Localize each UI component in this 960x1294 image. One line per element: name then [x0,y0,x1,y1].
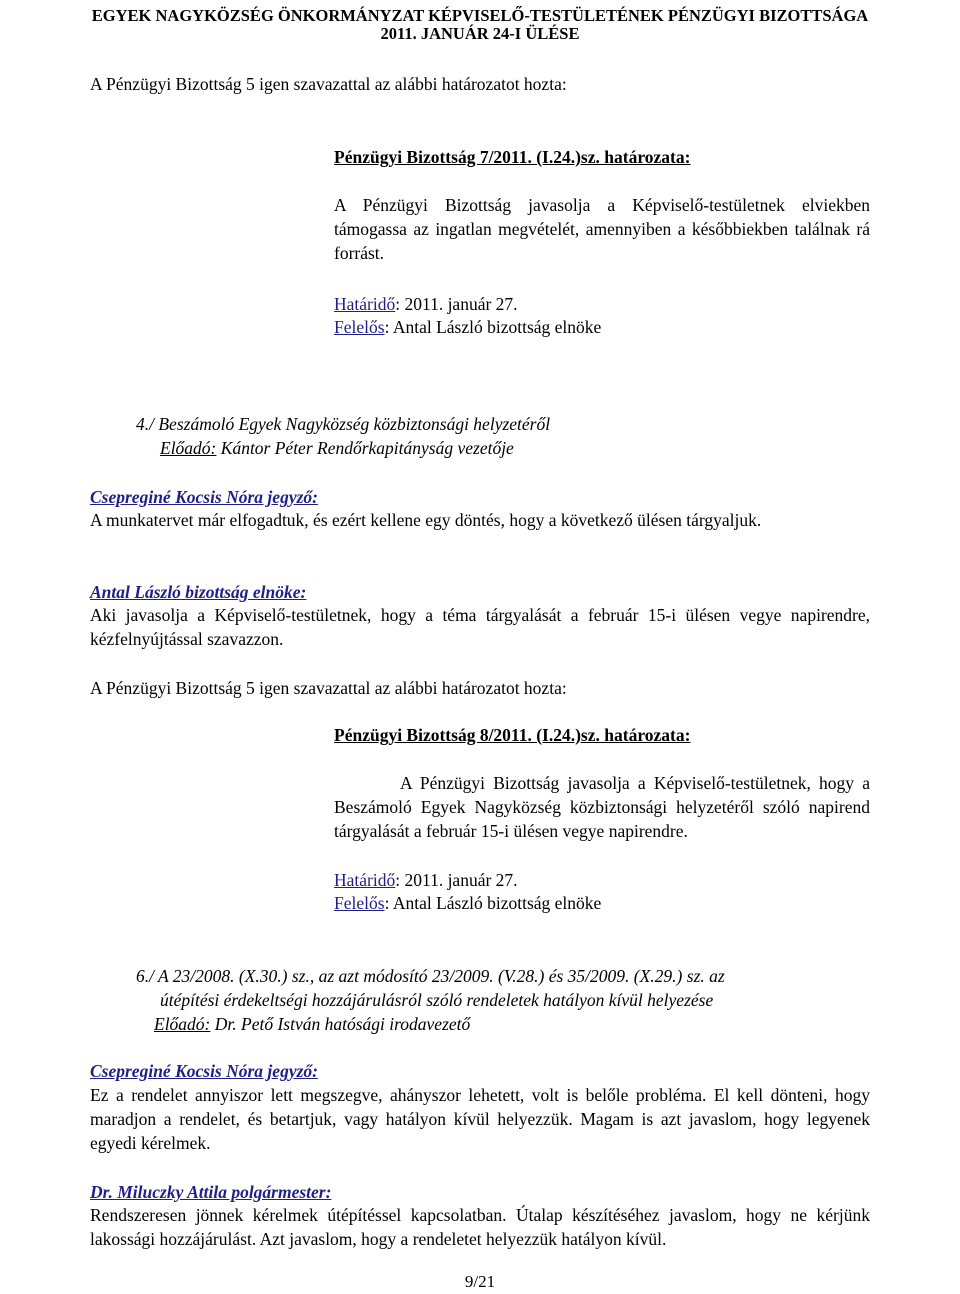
speaker-name: Dr. Miluczky Attila polgármester: [90,1182,332,1202]
resolution-title: Pénzügyi Bizottság 8/2011. (I.24.)sz. határozata: [334,725,691,745]
resolution-text: A Pénzügyi Bizottság javasolja a Képviselő-testületnek, hogy a Beszámoló Egyek Nagyközség közbiztonsági helyzetéről szóló napirend tárgyalását a február 15-i ülésen vegye napirendre. [334,773,870,841]
deadline-value: : 2011. január 27. [395,294,518,314]
resolution-text: A Pénzügyi Bizottság javasolja a Képviselő-testületnek elviekben támogassa az ingatlan megvételét, amennyiben a későbbiekben találnak rá forrást. [334,195,870,263]
deadline-label: Határidő [334,294,396,314]
agenda-item-title: 6./ A 23/2008. (X.30.) sz., az azt módosító 23/2009. (V.28.) és 35/2009. (X.29.) sz. az [136,966,725,986]
deadline [334,868,518,892]
vote-statement: A Pénzügyi Bizottság 5 igen szavazattal az alábbi határozatot hozta: [90,74,567,94]
responsible-value: : Antal László bizottság elnöke [384,893,602,913]
presenter-label: Előadó: [160,438,217,458]
speech-text: Rendszeresen jönnek kérelmek útépítéssel kapcsolatban. Útalap készítéséhez javaslom, hogy ne kérjünk lakossági hozzájárulást. Azt javaslom, hogy a rendeletet helyezzük hatályon kívül. [90,1205,870,1249]
responsible-label: Felelős [334,317,385,337]
presenter-value: Dr. Pető István hatósági irodavezető [210,1014,471,1034]
agenda-item-title-continued: útépítési érdekeltségi hozzájárulásról szóló rendeletek hatályon kívül helyezése [160,990,714,1010]
speaker-name: Antal László bizottság elnöke: [90,582,307,602]
page-number: 9/21 [464,1272,496,1291]
speech-text: Ez a rendelet annyiszor lett megszegve, ahányszor lehetett, volt is belőle probléma. El kell dönteni, hogy maradjon a rendelet, és betartjuk, vagy hatályon kívül helyezzük. Magam is azt javaslom, hogy legyenek egyedi kérelmek. [90,1085,870,1153]
presenter [160,436,514,460]
agenda-item-title: 4./ Beszámoló Egyek Nagyközség közbiztonsági helyzetéről [136,414,551,434]
speech-text: Aki javasolja a Képviselő-testületnek, hogy a téma tárgyalását a február 15-i ülésen vegye napirendre, kézfelnyújtással szavazzon. [90,605,870,649]
presenter-label: Előadó: [154,1014,211,1034]
speaker-name: Csepreginé Kocsis Nóra jegyző: [90,487,318,507]
deadline-label: Határidő [334,870,396,890]
speaker-name: Csepreginé Kocsis Nóra jegyző: [90,1061,318,1081]
resolution-title: Pénzügyi Bizottság 7/2011. (I.24.)sz. határozata: [334,147,691,167]
responsible-label: Felelős [334,893,385,913]
vote-statement: A Pénzügyi Bizottság 5 igen szavazattal az alábbi határozatot hozta: [90,678,567,698]
responsible-value: : Antal László bizottság elnöke [384,317,602,337]
speech-text: A munkatervet már elfogadtuk, és ezért kellene egy döntés, hogy a következő ülésen tárgyaljuk. [90,510,762,530]
document-header-subtitle: 2011. JANUÁR 24-I ÜLÉSE [380,24,580,43]
deadline-value: : 2011. január 27. [395,870,518,890]
presenter-value: Kántor Péter Rendőrkapitányság vezetője [216,438,514,458]
presenter [154,1012,470,1036]
responsible [334,315,601,339]
responsible [334,891,601,915]
document-header-title: EGYEK NAGYKÖZSÉG ÖNKORMÁNYZAT KÉPVISELŐ-TESTÜLETÉNEK PÉNZÜGYI BIZOTTSÁGA [91,6,869,25]
deadline [334,292,518,316]
